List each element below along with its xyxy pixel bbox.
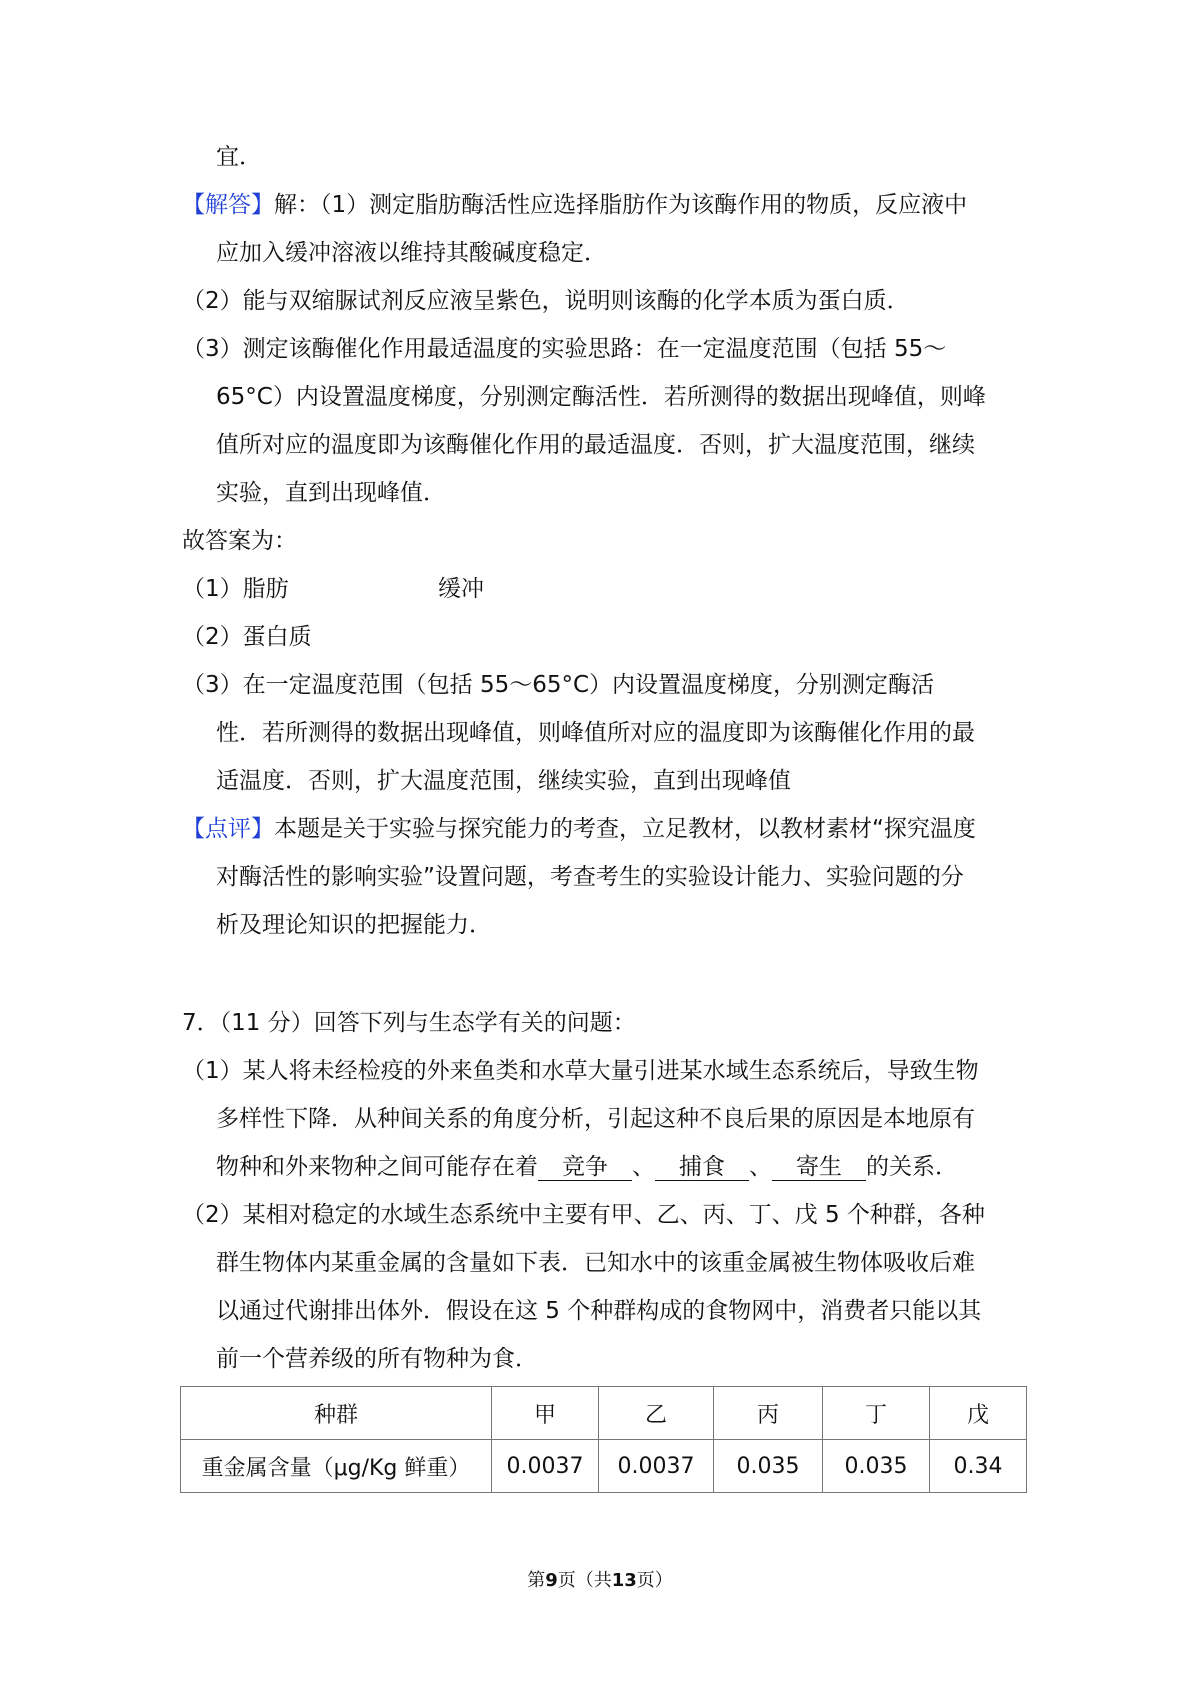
text-line: 缓冲	[438, 576, 484, 602]
table-row	[181, 1440, 1027, 1493]
table-cell: 重金属含量（μg/Kg 鲜重）	[181, 1440, 492, 1493]
answer-blank: 竞争	[538, 1154, 632, 1181]
table-cell: 0.0037	[599, 1440, 714, 1493]
text-line: 宜．	[216, 144, 262, 170]
footer-text: 页）	[636, 1570, 673, 1591]
separator: 、	[749, 1154, 772, 1180]
table-cell: 0.0037	[492, 1440, 599, 1493]
table-cell: 0.34	[930, 1440, 1027, 1493]
text-line: 值所对应的温度即为该酶催化作用的最适温度．否则，扩大温度范围，继续	[216, 432, 975, 458]
text-line: （2）某相对稳定的水域生态系统中主要有甲、乙、丙、丁、戊 5 个种群，各种	[182, 1202, 985, 1228]
text-line	[216, 1152, 958, 1182]
text-line: 多样性下降．从种间关系的角度分析，引起这种不良后果的原因是本地原有	[216, 1106, 975, 1132]
total-pages: 13	[611, 1570, 637, 1591]
text-line: （2）蛋白质	[182, 624, 312, 650]
text-line: 应加入缓冲溶液以维持其酸碱度稳定．	[216, 240, 607, 266]
text-line: （1）脂肪	[182, 576, 289, 602]
table-cell: 甲	[492, 1387, 599, 1440]
page-footer	[0, 1566, 1200, 1592]
fill-suffix: 的关系．	[866, 1154, 958, 1180]
text-line: 前一个营养级的所有物种为食．	[216, 1346, 538, 1372]
table-cell: 丙	[714, 1387, 823, 1440]
text-line	[182, 814, 976, 844]
footer-text: 页（共	[557, 1570, 612, 1591]
table-cell: 种群	[181, 1387, 492, 1440]
text-line: （2）能与双缩脲试剂反应液呈紫色，说明则该酶的化学本质为蛋白质．	[182, 288, 910, 314]
heavy-metal-table	[180, 1386, 1027, 1493]
text-line: 性．若所测得的数据出现峰值，则峰值所对应的温度即为该酶催化作用的最	[216, 720, 975, 746]
table-cell: 0.035	[823, 1440, 930, 1493]
answer-blank: 寄生	[772, 1154, 866, 1181]
table-cell: 戊	[930, 1387, 1027, 1440]
comment-text: 本题是关于实验与探究能力的考查，立足教材，以教材素材“探究温度	[274, 816, 976, 842]
question-title: 7．（11 分）回答下列与生态学有关的问题：	[182, 1010, 636, 1036]
text-line	[182, 190, 967, 220]
page-number: 9	[545, 1570, 558, 1591]
text-line: 以通过代谢排出体外．假设在这 5 个种群构成的食物网中，消费者只能以其	[216, 1298, 982, 1324]
text-line: （3）在一定温度范围（包括 55～65°C）内设置温度梯度，分别测定酶活	[182, 672, 935, 698]
text-line: 群生物体内某重金属的含量如下表．已知水中的该重金属被生物体吸收后难	[216, 1250, 975, 1276]
text-line: 实验，直到出现峰值．	[216, 480, 446, 506]
fill-prefix: 物种和外来物种之间可能存在着	[216, 1154, 538, 1180]
footer-text: 第	[527, 1570, 546, 1591]
text-line: （1）某人将未经检疫的外来鱼类和水草大量引进某水域生态系统后，导致生物	[182, 1058, 979, 1084]
answer-text: 解：（1）测定脂肪酶活性应选择脂肪作为该酶作用的物质，反应液中	[274, 192, 968, 218]
answer-tag: 【解答】	[182, 192, 274, 218]
text-line: 故答案为：	[182, 528, 297, 554]
text-line: 对酶活性的影响实验”设置问题，考查考生的实验设计能力、实验问题的分	[216, 864, 964, 890]
text-line: 适温度．否则，扩大温度范围，继续实验，直到出现峰值	[216, 768, 791, 794]
text-line: 65°C）内设置温度梯度，分别测定酶活性．若所测得的数据出现峰值，则峰	[216, 384, 986, 410]
text-line: （3）测定该酶催化作用最适温度的实验思路：在一定温度范围（包括 55～	[182, 336, 947, 362]
separator: 、	[632, 1154, 655, 1180]
text-line: 析及理论知识的把握能力．	[216, 912, 492, 938]
table-cell: 乙	[599, 1387, 714, 1440]
table-cell: 0.035	[714, 1440, 823, 1493]
table-header-row	[181, 1387, 1027, 1440]
comment-tag: 【点评】	[182, 816, 274, 842]
table-cell: 丁	[823, 1387, 930, 1440]
answer-blank: 捕食	[655, 1154, 749, 1181]
